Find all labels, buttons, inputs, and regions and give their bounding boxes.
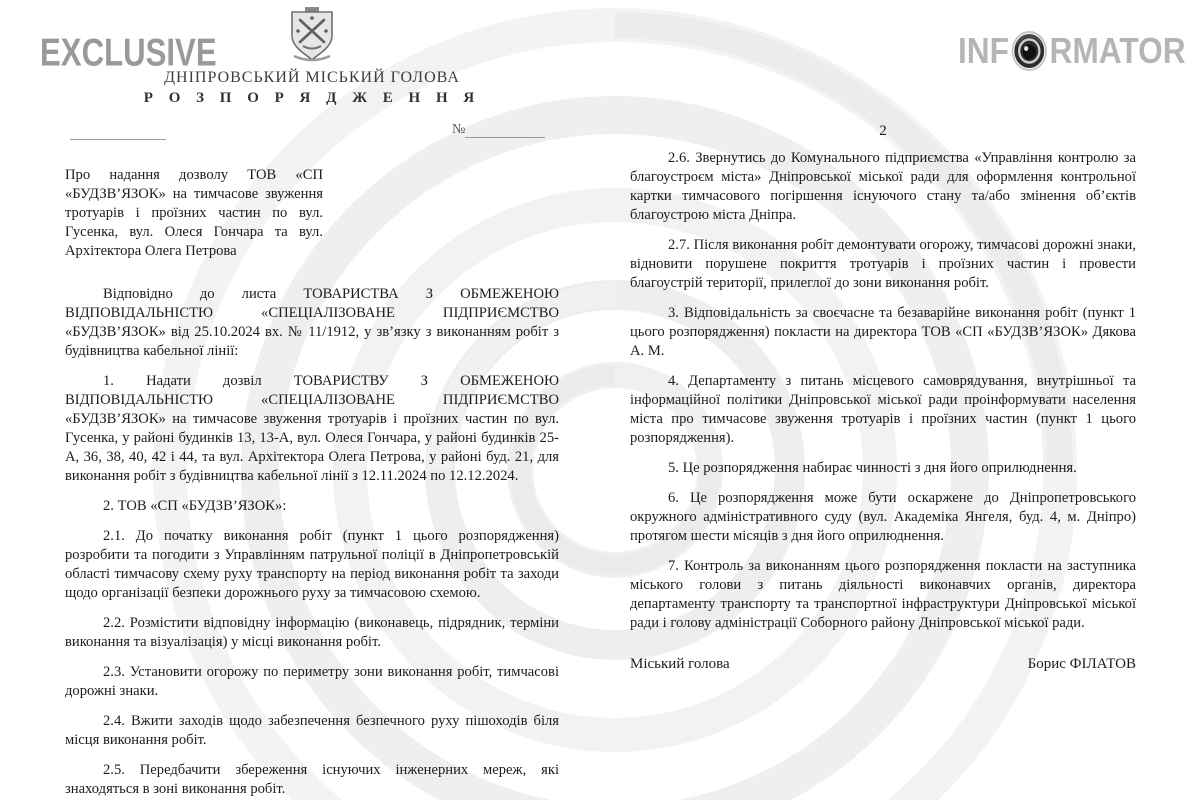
number-blank-line [465, 122, 545, 138]
paragraph: 2. ТОВ «СП «БУДЗВ’ЯЗОК»: [103, 498, 287, 514]
document-type-title: Р О З П О Р Я Д Ж Е Н Н Я [143, 90, 481, 106]
date-blank-line [70, 123, 166, 140]
paragraph: 5. Це розпорядження набирає чинності з дня його оприлюднення. [668, 460, 1077, 476]
paragraph: 1. Надати дозвіл ТОВАРИСТВУ З ОБМЕЖЕНОЮ ВІДПОВІДАЛЬНІСТЮ «СПЕЦІАЛІЗОВАНЕ ПІДПРИЄМСТВО «БУДЗВ’ЯЗОК» на тимчасове звуження тротуарів і проїзних частин по вул. Гусенка, у районі будинків 13, 13-А, вул. Олеся Гончара, у районі будинків 25-А, 36, 38, 40, 42 і 44, та вул. Архітектора Олега Петрова, у районі буд. 21, для виконання робіт з будівництва кабельної лінії з 12.11.2024 по 12.12.2024. [65, 373, 559, 484]
page-2-column [630, 122, 1136, 674]
issuing-authority-name: ДНІПРОВСЬКИЙ МІСЬКИЙ ГОЛОВА [164, 69, 460, 86]
paragraph: 7. Контроль за виконанням цього розпорядження покласти на заступника міського голови з питань діяльності виконавчих органів, директора департаменту транспорту та транспортної інфраструктури Дніпровської міської ради і голову адміністрації Соборного району Дніпровської міської ради. [630, 558, 1136, 631]
exclusive-watermark: EXCLUSIVE [40, 32, 217, 75]
paragraph: 4. Департаменту з питань місцевого самоврядування, внутрішньої та інформаційної політики Дніпровської міської ради проінформувати населення міста про тимчасове звуження тротуарів і проїзних частин (пункт 1 цього розпорядження). [630, 373, 1136, 446]
informator-text-left: INF [958, 30, 1010, 71]
number-sign-label: № [452, 122, 466, 137]
document-number-blank [452, 122, 545, 138]
dnipro-coat-of-arms-icon [281, 6, 343, 62]
paragraph: 2.7. Після виконання робіт демонтувати огорожу, тимчасові дорожні знаки, відновити порушене покриття тротуарів і проїзних частин і провести благоустрій території, прилеглої до зони виконання робіт. [630, 237, 1136, 291]
signatory-name: Борис ФІЛАТОВ [1027, 656, 1136, 672]
paragraph: 3. Відповідальність за своєчасне та безаварійне виконання робіт (пункт 1 цього розпорядження) покласти на директора ТОВ «СП «БУДЗВ’ЯЗОК» Дякова А. М. [630, 305, 1136, 359]
document-subject: Про надання дозволу ТОВ «СП «БУДЗВ’ЯЗОК» на тимчасове звуження тротуарів і проїзних частин по вул. Гусенка, вул. Олеся Гончара та вул. Архітектора Олега Петрова [65, 167, 323, 259]
informator-watermark [958, 30, 1186, 72]
signatory-title: Міський голова [630, 656, 730, 672]
paragraph: 2.6. Звернутись до Комунального підприємства «Управління контролю за благоустроєм міста» Дніпровської міської ради для оформлення контрольної картки тимчасового погіршення існуючого стану та/або змінення об’єктів благоустрою міста Дніпра. [630, 150, 1136, 223]
paragraph: 2.2. Розмістити відповідну інформацію (виконавець, підрядник, терміни виконання та візуалізація) у місці виконання робіт. [65, 615, 559, 650]
page-1-column [65, 166, 559, 799]
page-2-body [630, 149, 1136, 633]
page-number: 2 [879, 123, 887, 139]
paragraph: 6. Це розпорядження може бути оскаржене до Дніпропетровського окружного адміністративного суду (вул. Академіка Янгеля, буд. 4, м. Дніпро) протягом шести місяців з дня його оприлюднення. [630, 490, 1136, 544]
paragraph: 2.5. Передбачити збереження існуючих інженерних мереж, які знаходяться в зоні виконання робіт. [65, 762, 559, 797]
page-1-body [65, 285, 559, 799]
paragraph: 2.3. Установити огорожу по периметру зони виконання робіт, тимчасові дорожні знаки. [65, 664, 559, 699]
signature-row [630, 655, 1136, 674]
paragraph: 2.1. До початку виконання робіт (пункт 1 цього розпорядження) розробити та погодити з Управлінням патрульної поліції в Дніпропетровській області тимчасову схему руху транспорту на період виконання робіт та заходи щодо організації безпеки дорожнього руху за тимчасовою схемою. [65, 528, 559, 601]
paragraph: Відповідно до листа ТОВАРИСТВА З ОБМЕЖЕНОЮ ВІДПОВІДАЛЬНІСТЮ «СПЕЦІАЛІЗОВАНЕ ПІДПРИЄМСТВО «БУДЗВ’ЯЗОК» від 25.10.2024 вх. № 11/1912, у зв’язку з виконанням робіт з будівництва кабельної лінії: [65, 286, 559, 359]
informator-text-right: RMATOR [1049, 30, 1186, 71]
informator-eye-icon [1011, 30, 1048, 72]
paragraph: 2.4. Вжити заходів щодо забезпечення безпечного руху пішоходів біля місця виконання робіт. [65, 713, 559, 748]
